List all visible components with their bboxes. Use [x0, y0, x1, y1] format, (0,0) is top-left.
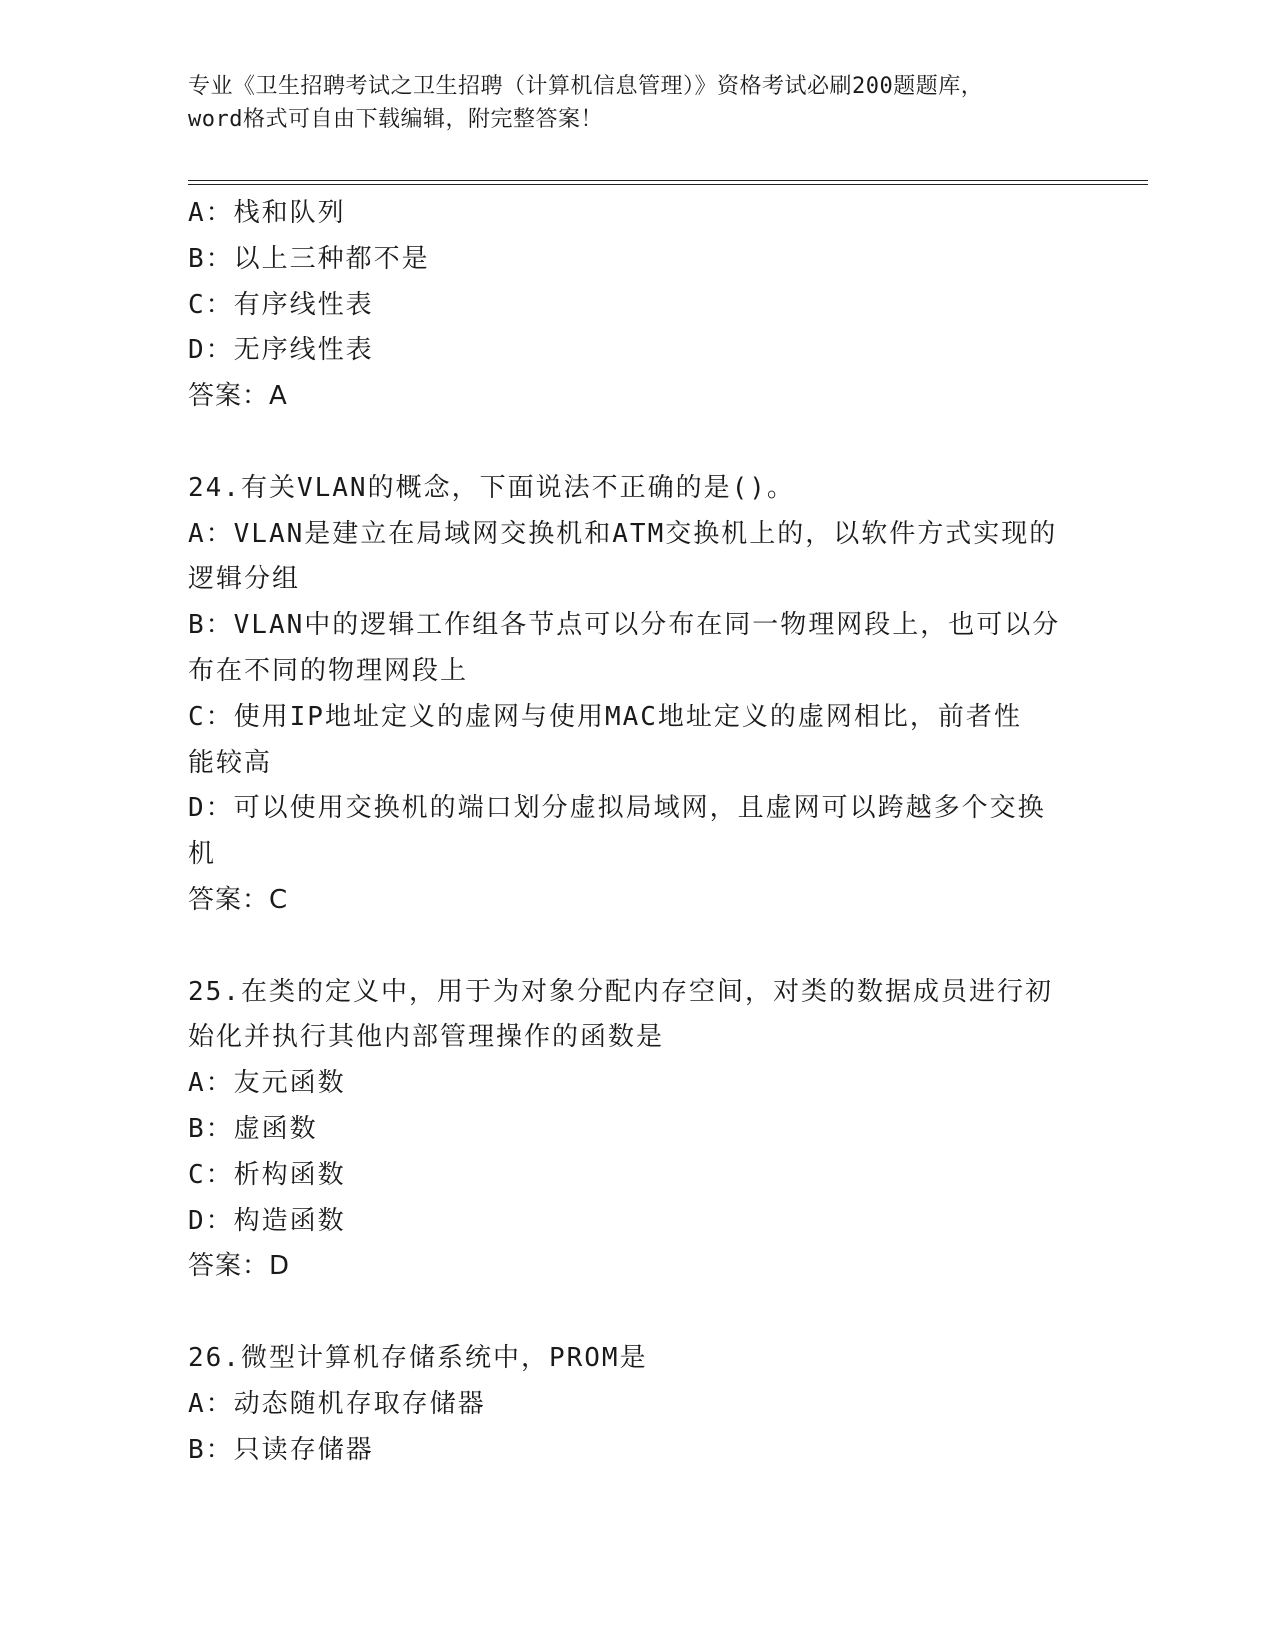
spacer	[188, 1290, 1088, 1336]
option-d: D：无序线性表	[188, 335, 374, 366]
question-stem: 24.有关VLAN的概念，下面说法不正确的是()。	[188, 472, 795, 503]
option-a-continued: 逻辑分组	[188, 564, 301, 595]
option-c-continued: 能较高	[188, 747, 273, 778]
option-a: A：友元函数	[188, 1068, 346, 1099]
answer-line: 答案：A	[188, 381, 288, 412]
option-b-continued: 布在不同的物理网段上	[188, 655, 469, 686]
option-a: A：栈和队列	[188, 198, 346, 228]
question-stem-continued: 始化并执行其他内部管理操作的函数是	[188, 1022, 665, 1053]
option-c: C：析构函数	[188, 1159, 346, 1190]
question-25	[188, 970, 1088, 1291]
question-stem: 26.微型计算机存储系统中，PROM是	[188, 1342, 648, 1373]
header-divider-top	[188, 180, 1148, 181]
option-b: B：VLAN中的逻辑工作组各节点可以分布在同一物理网段上，也可以分	[188, 610, 1061, 641]
question-24	[188, 466, 1088, 924]
spacer	[188, 924, 1088, 970]
option-d-continued: 机	[188, 839, 217, 870]
header-title-line-1: 专业《卫生招聘考试之卫生招聘（计算机信息管理）》资格考试必刷200题题库，	[188, 74, 984, 99]
option-d: D：构造函数	[188, 1205, 346, 1236]
question-26	[188, 1336, 1088, 1473]
page-header	[188, 70, 1088, 136]
option-a: A：VLAN是建立在局域网交换机和ATM交换机上的，以软件方式实现的	[188, 518, 1058, 549]
header-divider-bottom	[188, 184, 1148, 185]
spacer	[188, 420, 1088, 466]
answer-line: 答案：D	[188, 1251, 291, 1282]
option-a: A：动态随机存取存储器	[188, 1388, 486, 1419]
question-23-tail	[188, 191, 1088, 420]
question-stem: 25.在类的定义中，用于为对象分配内存空间，对类的数据成员进行初	[188, 976, 1053, 1007]
option-b: B：只读存储器	[188, 1434, 374, 1465]
header-title-line-2: word格式可自由下载编辑，附完整答案！	[188, 107, 603, 132]
option-b: B：以上三种都不是	[188, 243, 430, 274]
option-c: C：使用IP地址定义的虚网与使用MAC地址定义的虚网相比，前者性	[188, 701, 1022, 732]
option-d: D：可以使用交换机的端口划分虚拟局域网，且虚网可以跨越多个交换	[188, 793, 1046, 824]
answer-line: 答案：C	[188, 884, 289, 915]
document-body	[188, 191, 1088, 1473]
option-b: B：虚函数	[188, 1113, 318, 1144]
option-c: C：有序线性表	[188, 289, 374, 320]
